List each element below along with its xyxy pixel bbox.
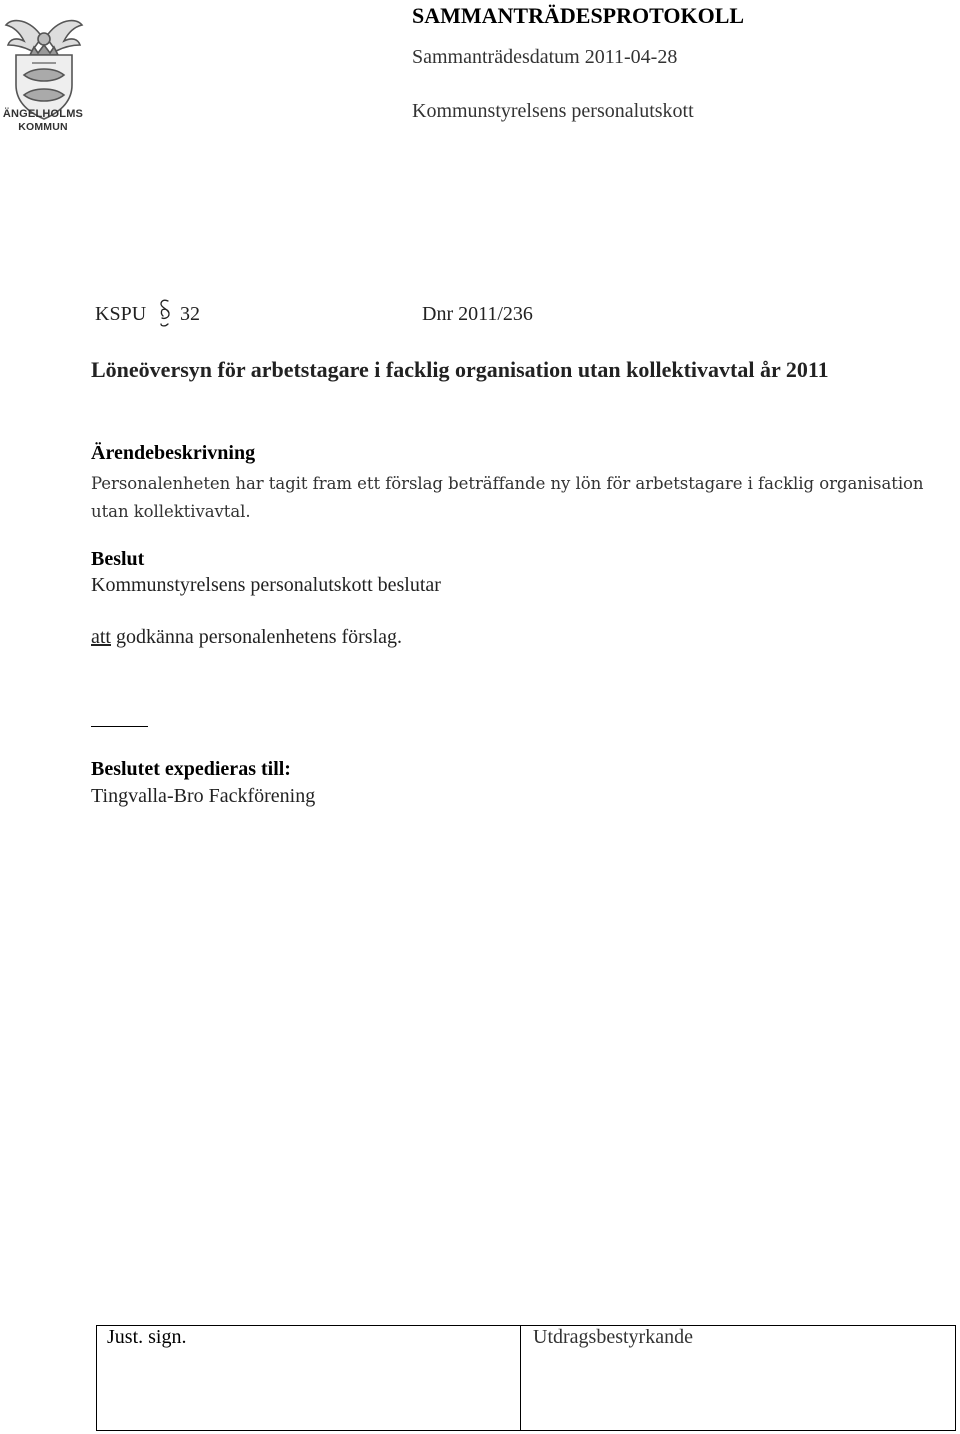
justering-signature-label: Just. sign. — [107, 1326, 187, 1348]
logo-municipality-name: ÄNGELHOLMS — [2, 108, 84, 120]
decision-text: Kommunstyrelsens personalutskott beslutar — [91, 574, 441, 596]
case-paragraph-number: 32 — [180, 303, 200, 325]
decision-proposal-line — [91, 626, 402, 649]
logo-municipality-word: KOMMUN — [18, 121, 68, 133]
decision-heading: Beslut — [91, 548, 145, 570]
description-text: Personalenheten har tagit fram ett förslag beträffande ny lön för arbetstagare i facklig organisation utan kollektivavtal. — [91, 474, 924, 521]
distribution-recipient: Tingvalla-Bro Fackförening — [91, 785, 316, 807]
decision-proposal: godkänna personalenhetens förslag. — [116, 626, 403, 648]
meeting-date: Sammanträdesdatum 2011-04-28 — [412, 46, 678, 68]
protocol-title: SAMMANTRÄDESPROTOKOLL — [412, 3, 745, 28]
signature-divider — [520, 1326, 521, 1430]
extract-certification-label: Utdragsbestyrkande — [533, 1326, 693, 1348]
signature-box — [96, 1325, 956, 1431]
distribution-heading: Beslutet expedieras till: — [91, 758, 291, 780]
att-keyword: att — [91, 626, 111, 648]
case-title: Löneöversyn för arbetstagare i facklig organisation utan kollektivavtal år 2011 — [91, 357, 829, 382]
paragraph-sign-icon — [158, 297, 172, 331]
separator-line — [91, 726, 148, 727]
case-paragraph-prefix: KSPU — [95, 303, 147, 325]
committee-name: Kommunstyrelsens personalutskott — [412, 100, 694, 122]
case-dnr: Dnr 2011/236 — [422, 303, 533, 325]
description-heading: Ärendebeskrivning — [91, 442, 256, 464]
